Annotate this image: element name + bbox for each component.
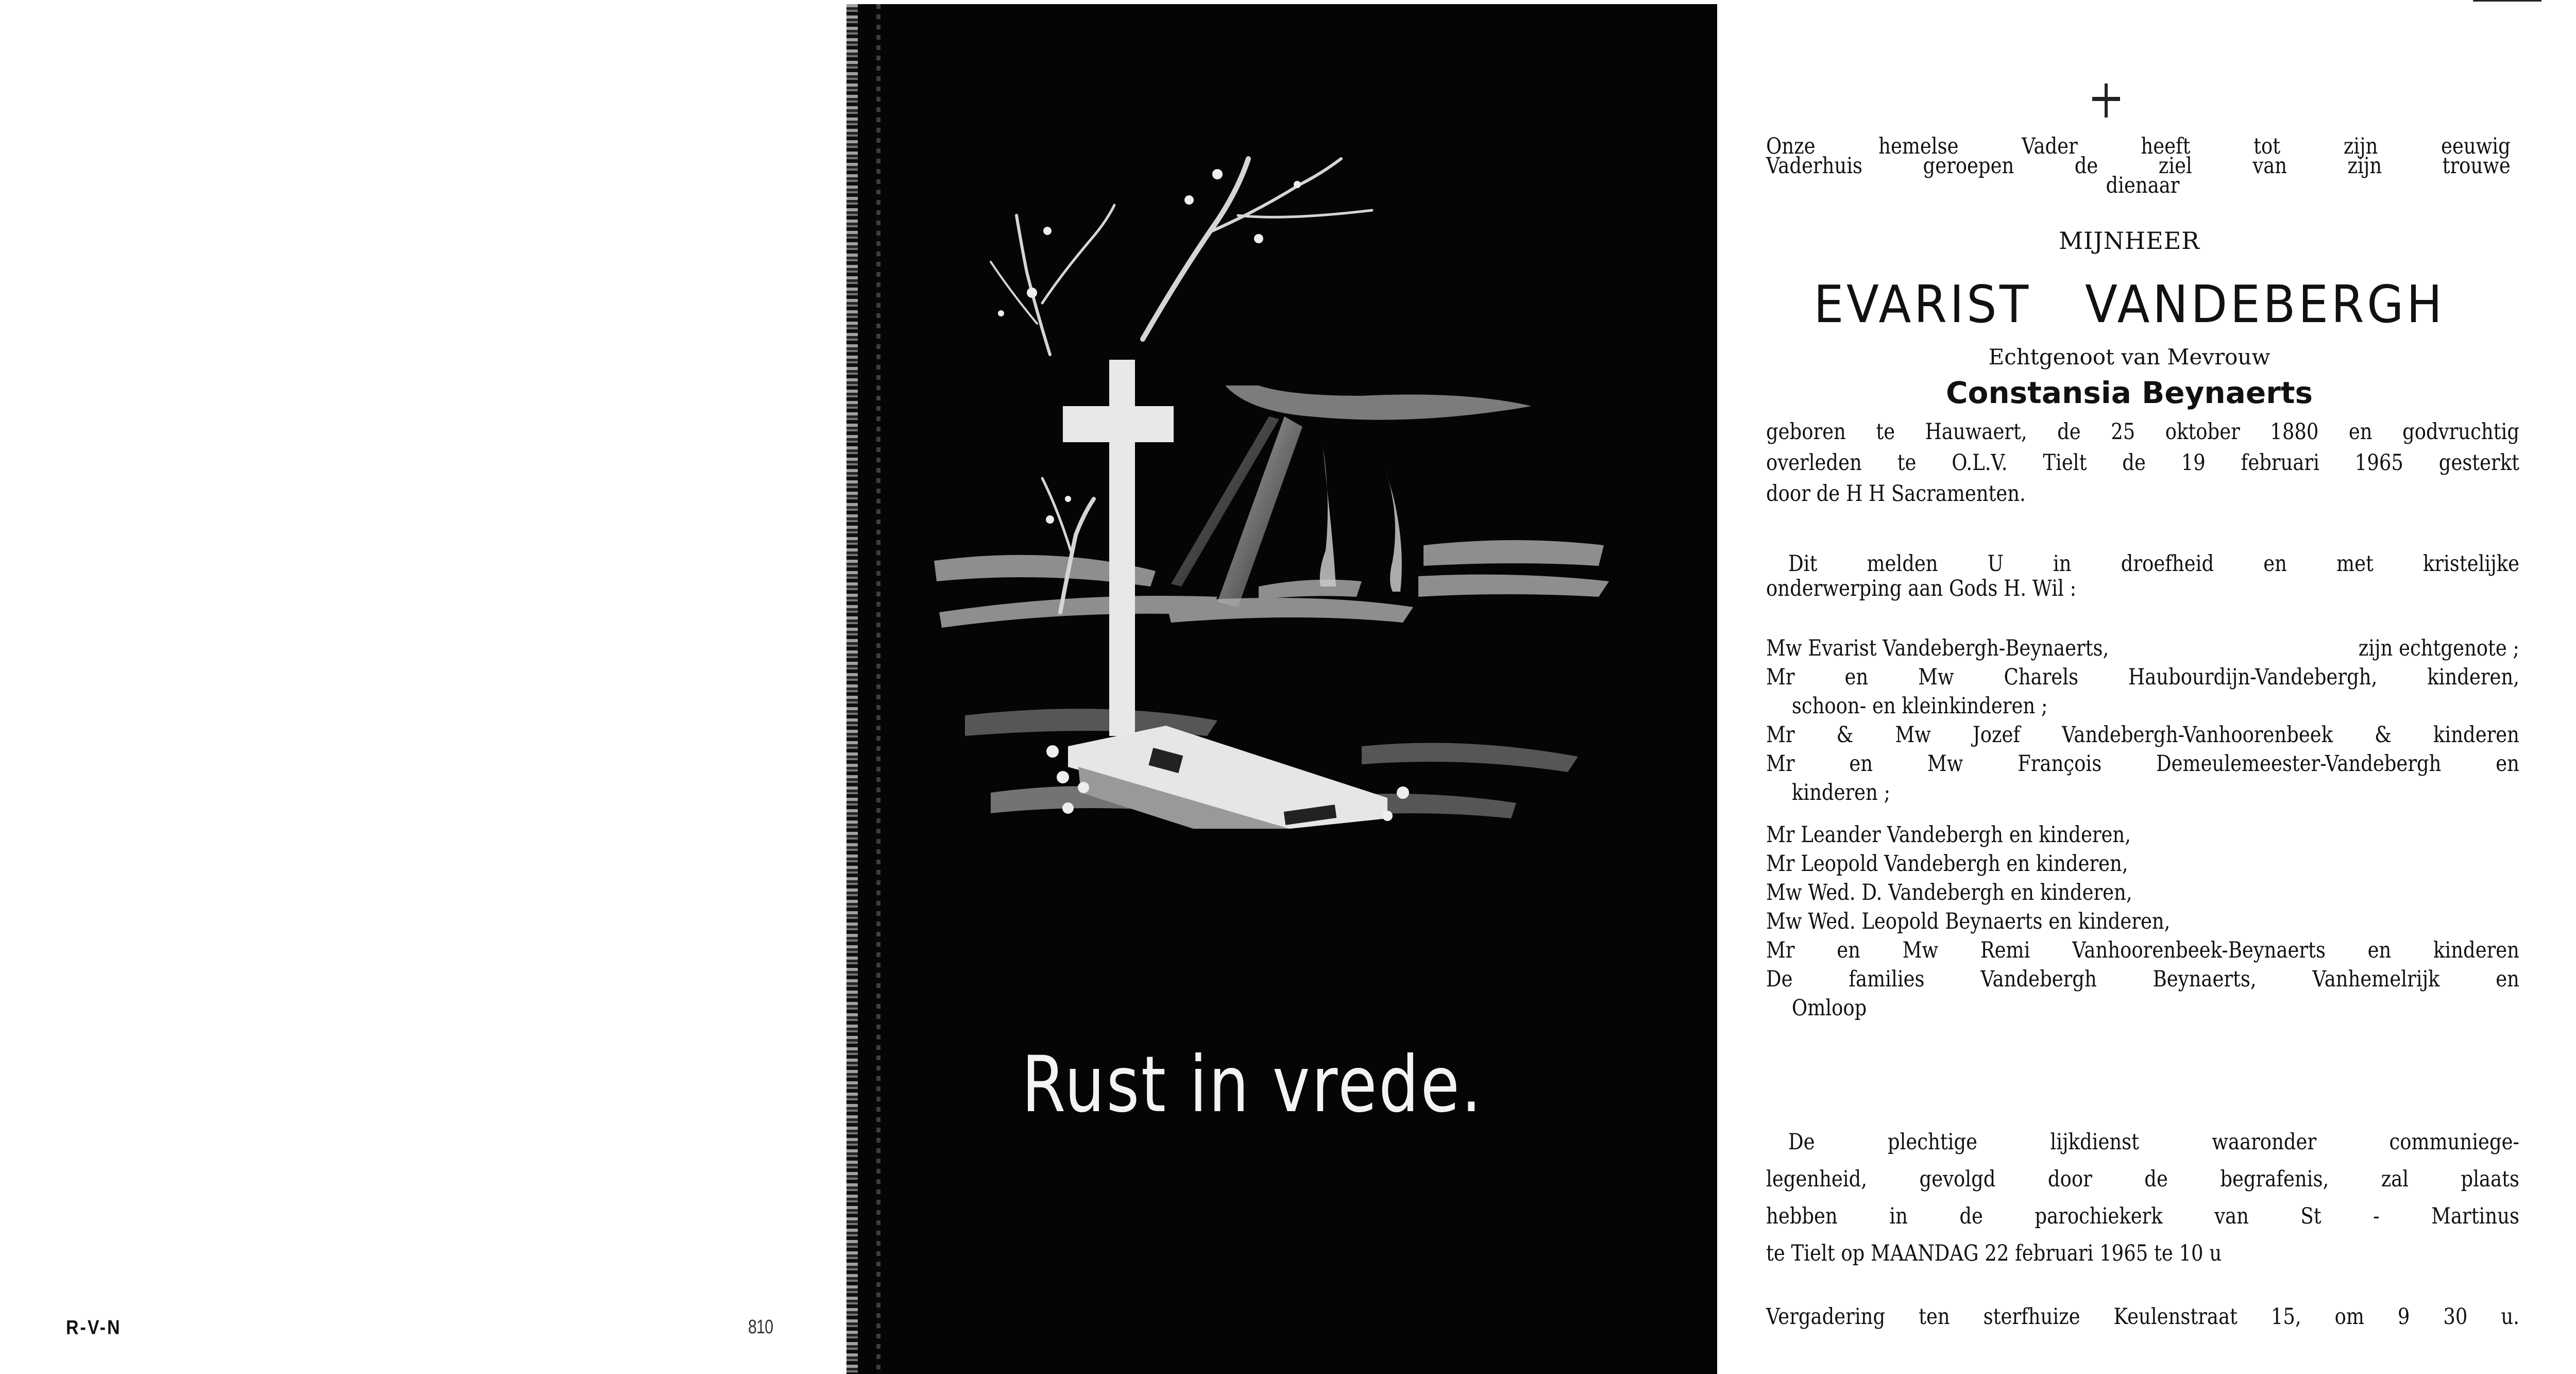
tomb-slab (1068, 726, 1387, 829)
honorific: MIJNHEER (2059, 227, 2200, 255)
grave-illustration (846, 4, 1717, 829)
back-cover-page (0, 0, 845, 1374)
family-entry: Mw Wed. Leopold Beynaerts en kinderen, (1766, 909, 2171, 934)
memorial-image-panel (846, 4, 1717, 1374)
cloud-shape (1225, 386, 1532, 420)
family-entry: Mw Wed. D. Vandebergh en kinderen, (1766, 880, 2132, 906)
prayer-text-page (2541, 0, 2576, 1374)
announce-line: Dit melden U in droefheid en met kristelijke (1788, 551, 2519, 577)
tree-branches (991, 159, 1372, 612)
spacer (1766, 807, 2518, 820)
intro-line: Vaderhuis geroepen de ziel van zijn trouwe (1766, 153, 2511, 179)
family-entry: Mr en Mw Charels Haubourdijn-Vandebergh, kinderen, (1766, 664, 2519, 690)
cross-icon (2088, 82, 2124, 119)
birth-line: geboren te Hauwaert, de 25 oktober 1880 en godvruchtig (1766, 419, 2519, 445)
family-entry (1766, 634, 2519, 663)
service-line: te Tielt op MAANDAG 22 februari 1965 te 10 u (1766, 1241, 2222, 1266)
spouse-name: Constansia Beynaerts (1945, 375, 2313, 410)
family-entry-continued: kinderen ; (1791, 780, 1891, 806)
family-entry: Mr en Mw François Demeulemeester-Vandebergh en (1766, 751, 2519, 777)
intro-line: Onze hemelse Vader heeft tot zijn eeuwig (1766, 133, 2511, 159)
rest-in-peace-line (2541, 845, 2576, 872)
service-line: legenheid, gevolgd door de begrafenis, zal plaats (1766, 1166, 2519, 1192)
blossoms (998, 169, 1301, 524)
light-rays (1171, 416, 1302, 607)
family-entry-suffix: zijn echtgenote ; (2358, 635, 2519, 661)
family-entry: Mr Leopold Vandebergh en kinderen, (1766, 851, 2128, 877)
deceased-name: EVARIST VANDEBERGH (1814, 274, 2445, 334)
card-code: R-V-N (66, 1316, 122, 1339)
card-number: 810 (748, 1316, 773, 1338)
intro-paragraph (1766, 133, 2518, 198)
grave-cross (1063, 360, 1174, 736)
announce-line: onderwerping aan Gods H. Wil : (1766, 576, 2077, 601)
family-entry-continued: schoon- en kleinkinderen ; (1791, 693, 2048, 719)
family-entry-continued: Omloop (1791, 995, 1867, 1021)
family-entry: Mr Leander Vandebergh en kinderen, (1766, 822, 2131, 848)
obituary-text-page (1717, 0, 2541, 1374)
birth-line: overleden te O.L.V. Tielt de 19 februari 1965 gesterkt (1766, 450, 2519, 476)
rest-in-peace-caption: Rust in vrede. (1022, 1040, 1483, 1130)
cypress-tree (1320, 447, 1336, 587)
service-line: De plechtige lijkdienst waaronder communiege- (1788, 1129, 2519, 1155)
family-entry: De families Vandebergh Beynaerts, Vanhemelrijk en (1766, 966, 2519, 992)
birth-death-paragraph (1766, 416, 2518, 509)
announcement-paragraph (1766, 551, 2518, 601)
birth-line: door de H H Sacramenten. (1766, 481, 2026, 507)
cypress-tree (1385, 468, 1402, 592)
family-entry: Mr en Mw Remi Vanhoorenbeek-Beynaerts en kinderen (1766, 937, 2519, 963)
meeting-line: Vergadering ten sterfhuize Keulenstraat 15, om 9 30 u. (1766, 1304, 2519, 1330)
service-line: hebben in de parochiekerk van St - Martinus (1766, 1203, 2519, 1229)
funeral-service-paragraph (1766, 1124, 2518, 1272)
spouse-label: Echtgenoot van Mevrouw (1988, 344, 2270, 370)
meeting-note (1766, 1301, 2518, 1332)
family-entry-text: Mw Evarist Vandebergh-Beynaerts, (1766, 635, 2109, 661)
intro-line: dienaar (2106, 173, 2180, 198)
family-list (1766, 634, 2518, 1023)
family-entry: Mr & Mw Jozef Vandebergh-Vanhoorenbeek & kinderen (1766, 722, 2519, 748)
